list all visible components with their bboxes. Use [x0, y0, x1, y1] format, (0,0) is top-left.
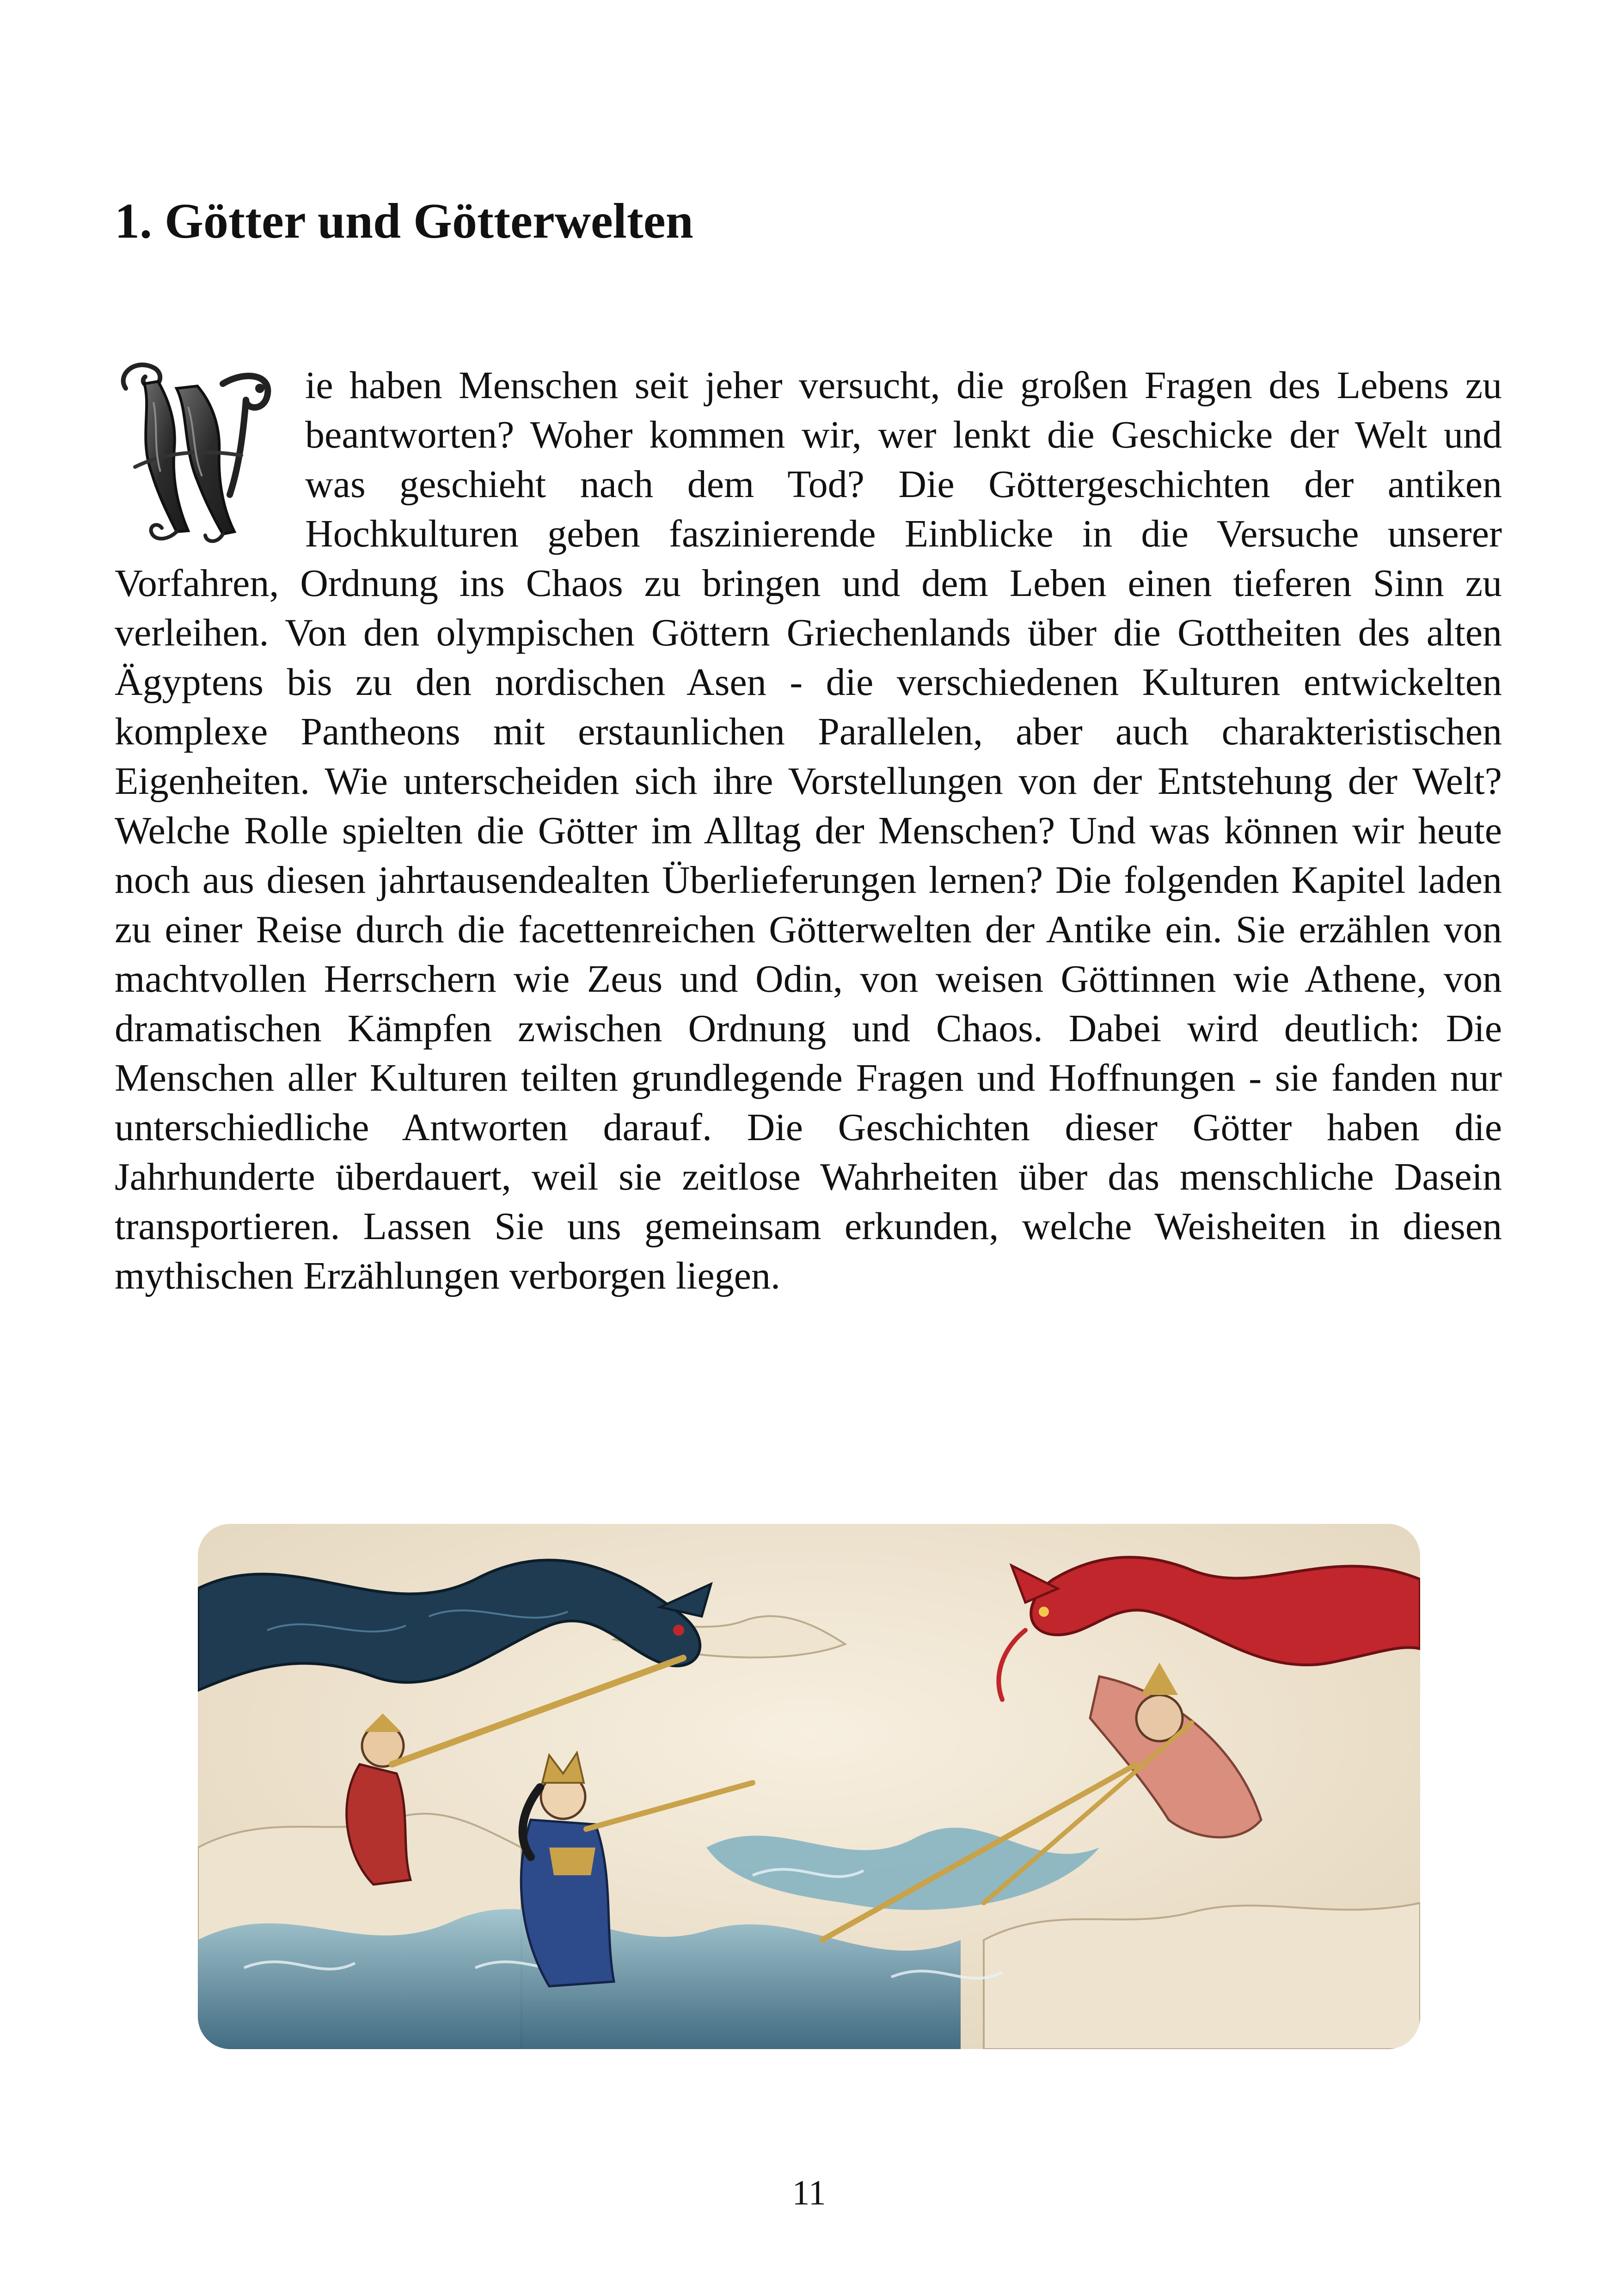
- body-paragraph-text: ie haben Menschen seit jeher versucht, die großen Fragen des Lebens zu beantworten? Woher kommen wir, wer lenkt die Geschicke der Welt und was geschieht nach dem Tod? Die Göttergeschichten der antiken Hochkulturen geben faszinierende Einblicke in die Versuche unserer Vorfahren, Ordnung ins Chaos zu bringen und dem Leben einen tieferen Sinn zu verleihen. Von den olympischen Göttern Griechenlands über die Gottheiten des alten Ägyptens bis zu den nordischen Asen - die verschiedenen Kulturen entwickelten komplexe Pantheons mit erstaunlichen Parallelen, aber auch charakteristischen Eigenheiten. Wie unterscheiden sich ihre Vorstellungen von der Entstehung der Welt? Welche Rolle spielten die Götter im Alltag der Menschen? Und was können wir heute noch aus diesen jahrtausendealten Überlieferungen lernen? Die folgenden Kapitel laden zu einer Reise durch die facettenreichen Götterwelten der Antike ein. Sie erzählen von machtvollen Herrschern wie Zeus und Odin, von weisen Göttinnen wie Athene, von dramatischen Kämpfen zwischen Ordnung und Chaos. Dabei wird deutlich: Die Menschen aller Kulturen teilten grundlegende Fragen und Hoffnungen - sie fanden nur unterschiedliche Antworten darauf. Die Geschichten dieser Götter haben die Jahrhunderte überdauert, weil sie zeitlose Wahrheiten über das menschliche Dasein transportieren. Lassen Sie uns gemeinsam erkunden, welche Weisheiten in diesen mythischen Erzählungen verborgen liegen.: [115, 364, 1502, 1297]
- chapter-heading: 1. Götter und Götterwelten: [115, 194, 693, 249]
- page-number: 11: [792, 2173, 826, 2212]
- body-paragraph: [115, 361, 1502, 1301]
- dragon-battle-illustration: [198, 1524, 1420, 2049]
- illustration-artwork: [198, 1524, 1420, 2049]
